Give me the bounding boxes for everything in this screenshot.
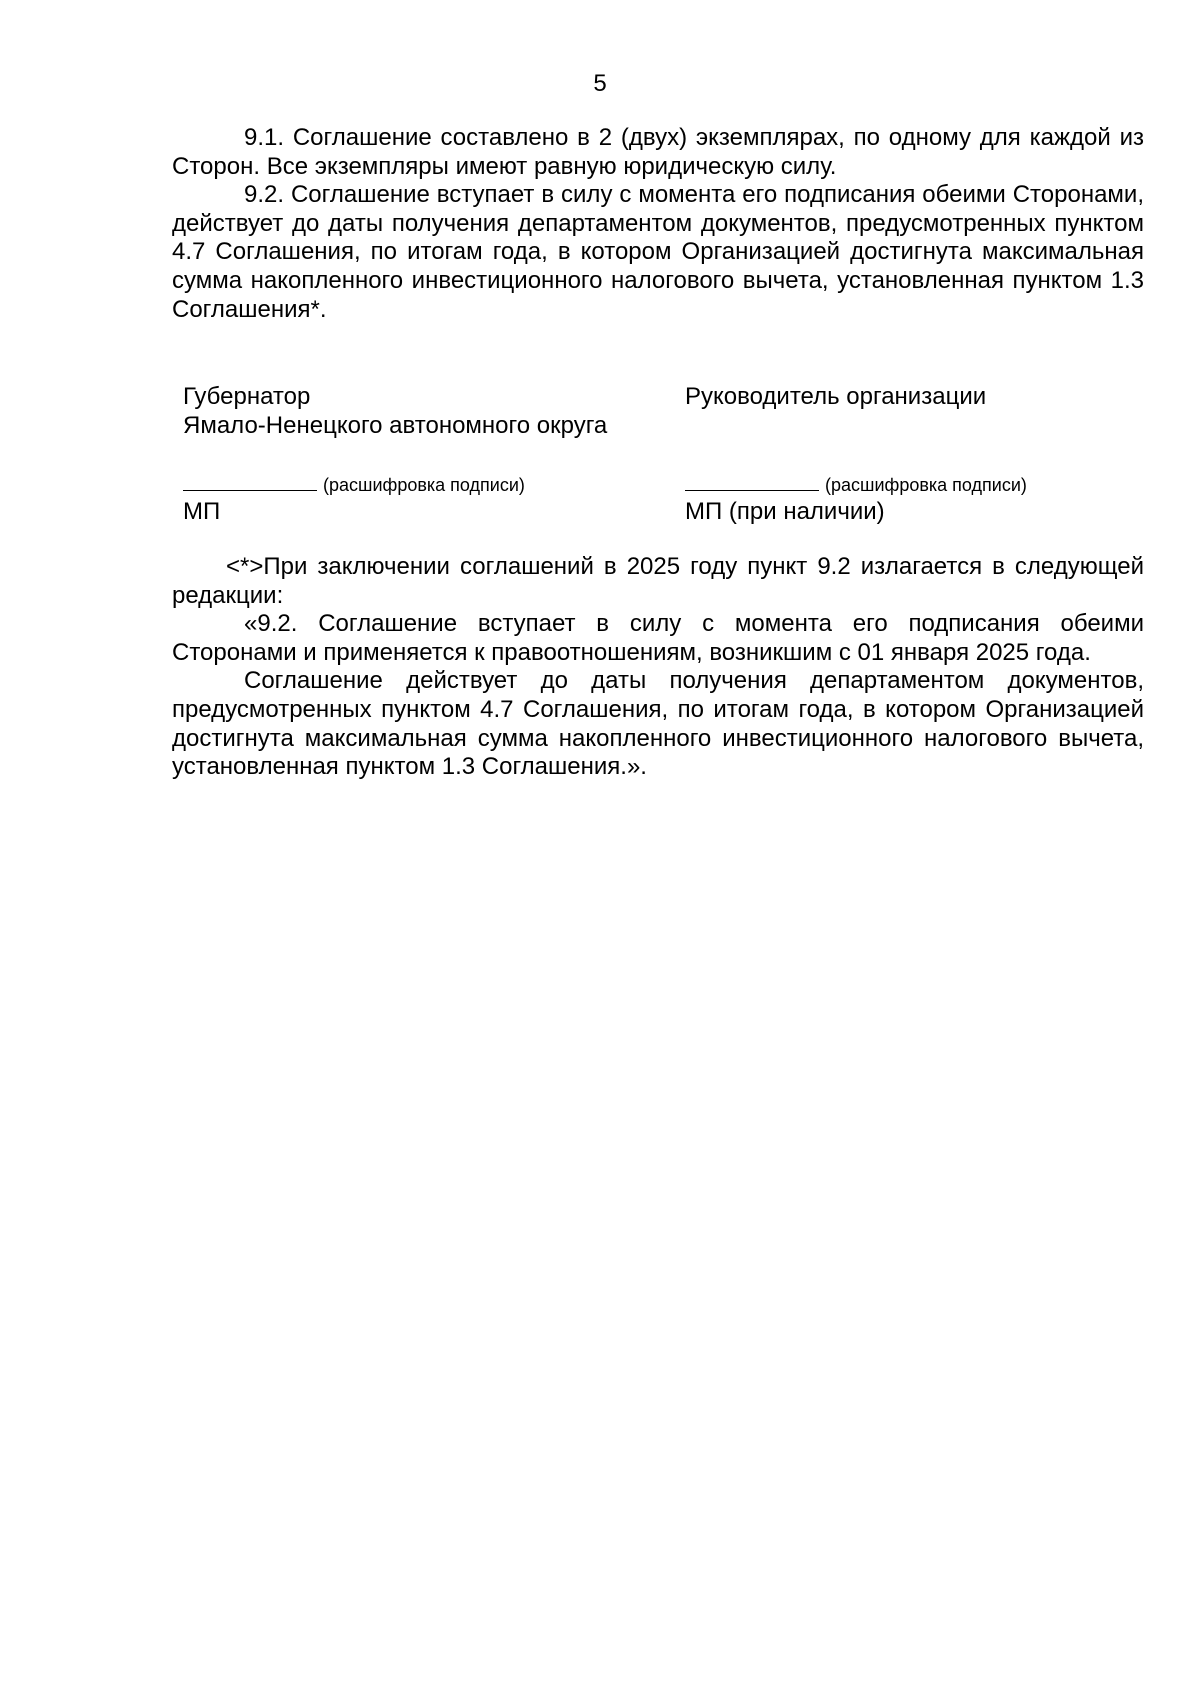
footnote-block xyxy=(172,553,1144,782)
footnote-clause-9-2: «9.2. Соглашение вступает в силу с момента его подписания обеими Сторонами и применяется к правоотношениям, возникшим с 01 января 2025 года. xyxy=(172,610,1144,666)
organization-signature-line xyxy=(685,472,1027,497)
governor-title: Губернатор xyxy=(183,383,311,410)
signature-decoding-label: (расшифровка подписи) xyxy=(825,475,1027,495)
organization-head-title: Руководитель организации xyxy=(685,383,987,410)
clause-9-2: 9.2. Соглашение вступает в силу с момента его подписания обеими Сторонами, действует до даты получения департаментом документов, предусмотренных пунктом 4.7 Соглашения, по итогам года, в котором Организацией достигнута максимальная сумма накопленного инвестиционного налогового вычета, установленная пунктом 1.3 Соглашения*. xyxy=(172,181,1144,323)
signature-blank xyxy=(685,472,819,491)
signature-blank xyxy=(183,472,317,491)
signature-decoding-label: (расшифровка подписи) xyxy=(323,475,525,495)
clause-9-1: 9.1. Соглашение составлено в 2 (двух) экземплярах, по одному для каждой из Сторон. Все экземпляры имеют равную юридическую силу. xyxy=(172,124,1144,180)
footnote-clause-validity: Соглашение действует до даты получения департаментом документов, предусмотренных пунктом 4.7 Соглашения, по итогам года, в котором Организацией достигнута максимальная сумма накопленного инвестиционного налогового вычета, установленная пунктом 1.3 Соглашения.». xyxy=(172,667,1144,781)
signature-block-organization xyxy=(685,383,1155,412)
governor-region: Ямало-Ненецкого автономного округа xyxy=(183,411,608,439)
organization-stamp-mark: МП (при наличии) xyxy=(685,498,885,525)
agreement-clauses xyxy=(172,124,1144,324)
page-number: 5 xyxy=(593,70,607,97)
governor-stamp-mark: МП xyxy=(183,498,221,525)
signature-block-governor xyxy=(183,383,653,440)
footnote-intro: <*>При заключении соглашений в 2025 году пункт 9.2 излагается в следующей редакции: xyxy=(172,553,1144,609)
governor-signature-line xyxy=(183,472,525,497)
